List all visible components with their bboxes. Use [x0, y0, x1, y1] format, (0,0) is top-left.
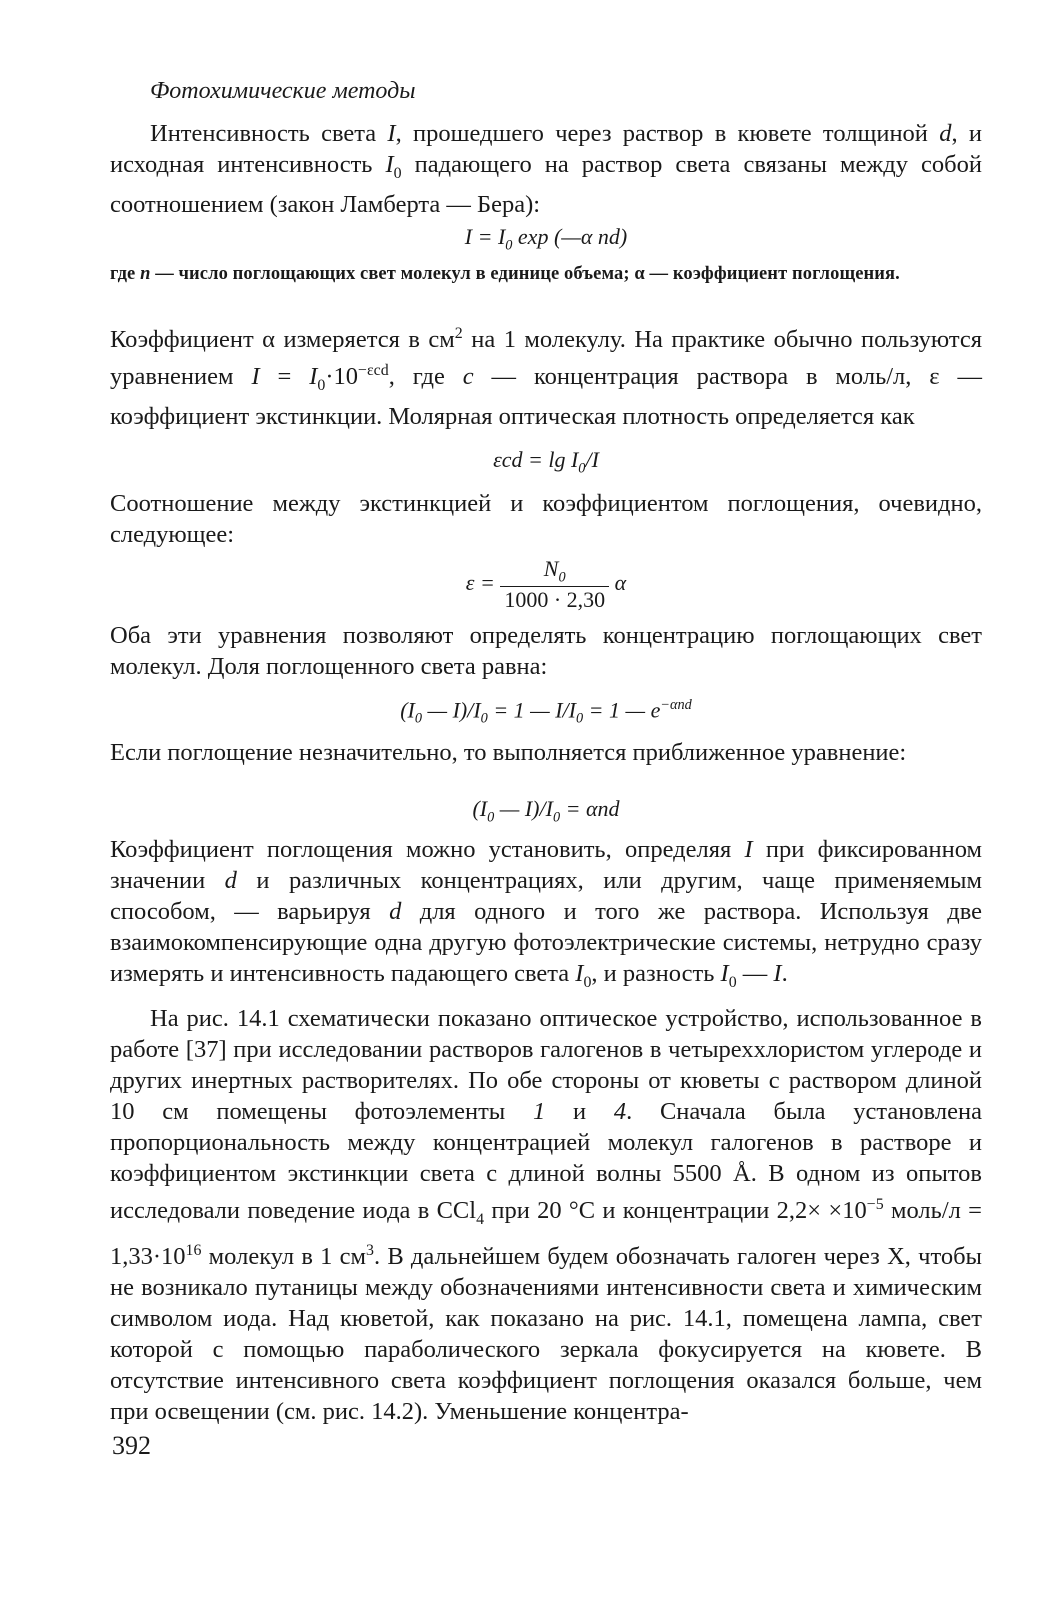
footnote-definition: где n — число поглощающих свет молекул в единице объема; α — коэффициент поглощения. — [110, 264, 900, 284]
equation: ($I_0$ — $I)/I_0 = 1$ — $I/I_0 = 1$ — $e^{-\alpha nd}$ — [400, 697, 692, 727]
paragraph: Если поглощение незначительно, то выполняется приближенное уравнение: — [110, 739, 907, 766]
paragraph: Интенсивность света I, прошедшего через раствор в кювете толщиной d, и исходная интенсивность $I_0$ падающего на раствор света связаны между собой соотношением (закон Ламберта — Бера): — [110, 120, 982, 218]
paragraph: Оба эти уравнения позволяют определять концентрацию поглощающих свет молекул. Доля поглощенного света равна: — [110, 622, 982, 680]
paragraph: Коэффициент поглощения можно установить, определяя I при фиксированном значении d и различных концентрациях, или другим, чаще применяемым способом, — варьируя d для одного и того же раствора. Используя две взаимокомпенсирующие одна другую фотоэлектрические системы, нетрудно сразу измерять и интенсивность падающего света $I_0$, и разность $I_0$ — I. — [110, 836, 982, 991]
running-header: Фотохимические методы — [150, 78, 416, 104]
paragraph: На рис. 14.1 схематически показано оптическое устройство, использованное в работе [37] при исследовании растворов галогенов в четыреххлористом углероде и других инертных растворителях. По обе стороны от кюветы с раствором длиной 10 см помещены фотоэлементы 1 и 4. Сначала была установлена пропорциональность между концентрацией молекул галогенов в растворе и коэффициентом экстинкции света с длиной волны 5500 Å. В одном из опытов исследовали поведение иода в CCl$_4$ при 20 °C и концентрации $2,2\times \times 10^{-5}$ моль/л = $1,33\cdot 10^{16}$ молекул в 1 $см^3$. В дальнейшем будем обозначать галоген через X, чтобы не возникало путаницы между обозначениями интенсивности света и химическим символом иода. Над кюветой, как показано на рис. 14.1, помещена лампа, свет которой с помощью параболического зеркала фокусируется на кювете. В отсутствие интенсивного света коэффициент поглощения оказался больше, чем при освещении (см. рис. 14.2). Уменьшение концентра- — [110, 1005, 983, 1426]
fraction: $\frac{N_0}{1000 \cdot 2,30}$ — [500, 556, 609, 613]
equation: $I = I_0$ exp (—α nd) — [464, 224, 628, 254]
paragraph: Соотношение между экстинкцией и коэффициентом поглощения, очевидно, следующее: — [110, 490, 982, 548]
equation: ($I_0$ — $I)/I_0 = \alpha nd$ — [472, 796, 620, 826]
equation: ε = $\frac{N_0}{1000 \cdot 2,30}$ α — [465, 556, 627, 613]
paragraph: Коэффициент α измеряется в $см^2$ на 1 молекулу. На практике обычно пользуются уравнением $I = I_0\cdot 10^{-\varepsilon cd}$, где c — концентрация раствора в моль/л, ε — коэффициент экстинкции. Молярная оптическая плотность определяется как — [110, 325, 982, 431]
page-number: 392 — [112, 1431, 151, 1460]
equation: $\varepsilon cd = \lg I_0/I$ — [493, 447, 599, 477]
